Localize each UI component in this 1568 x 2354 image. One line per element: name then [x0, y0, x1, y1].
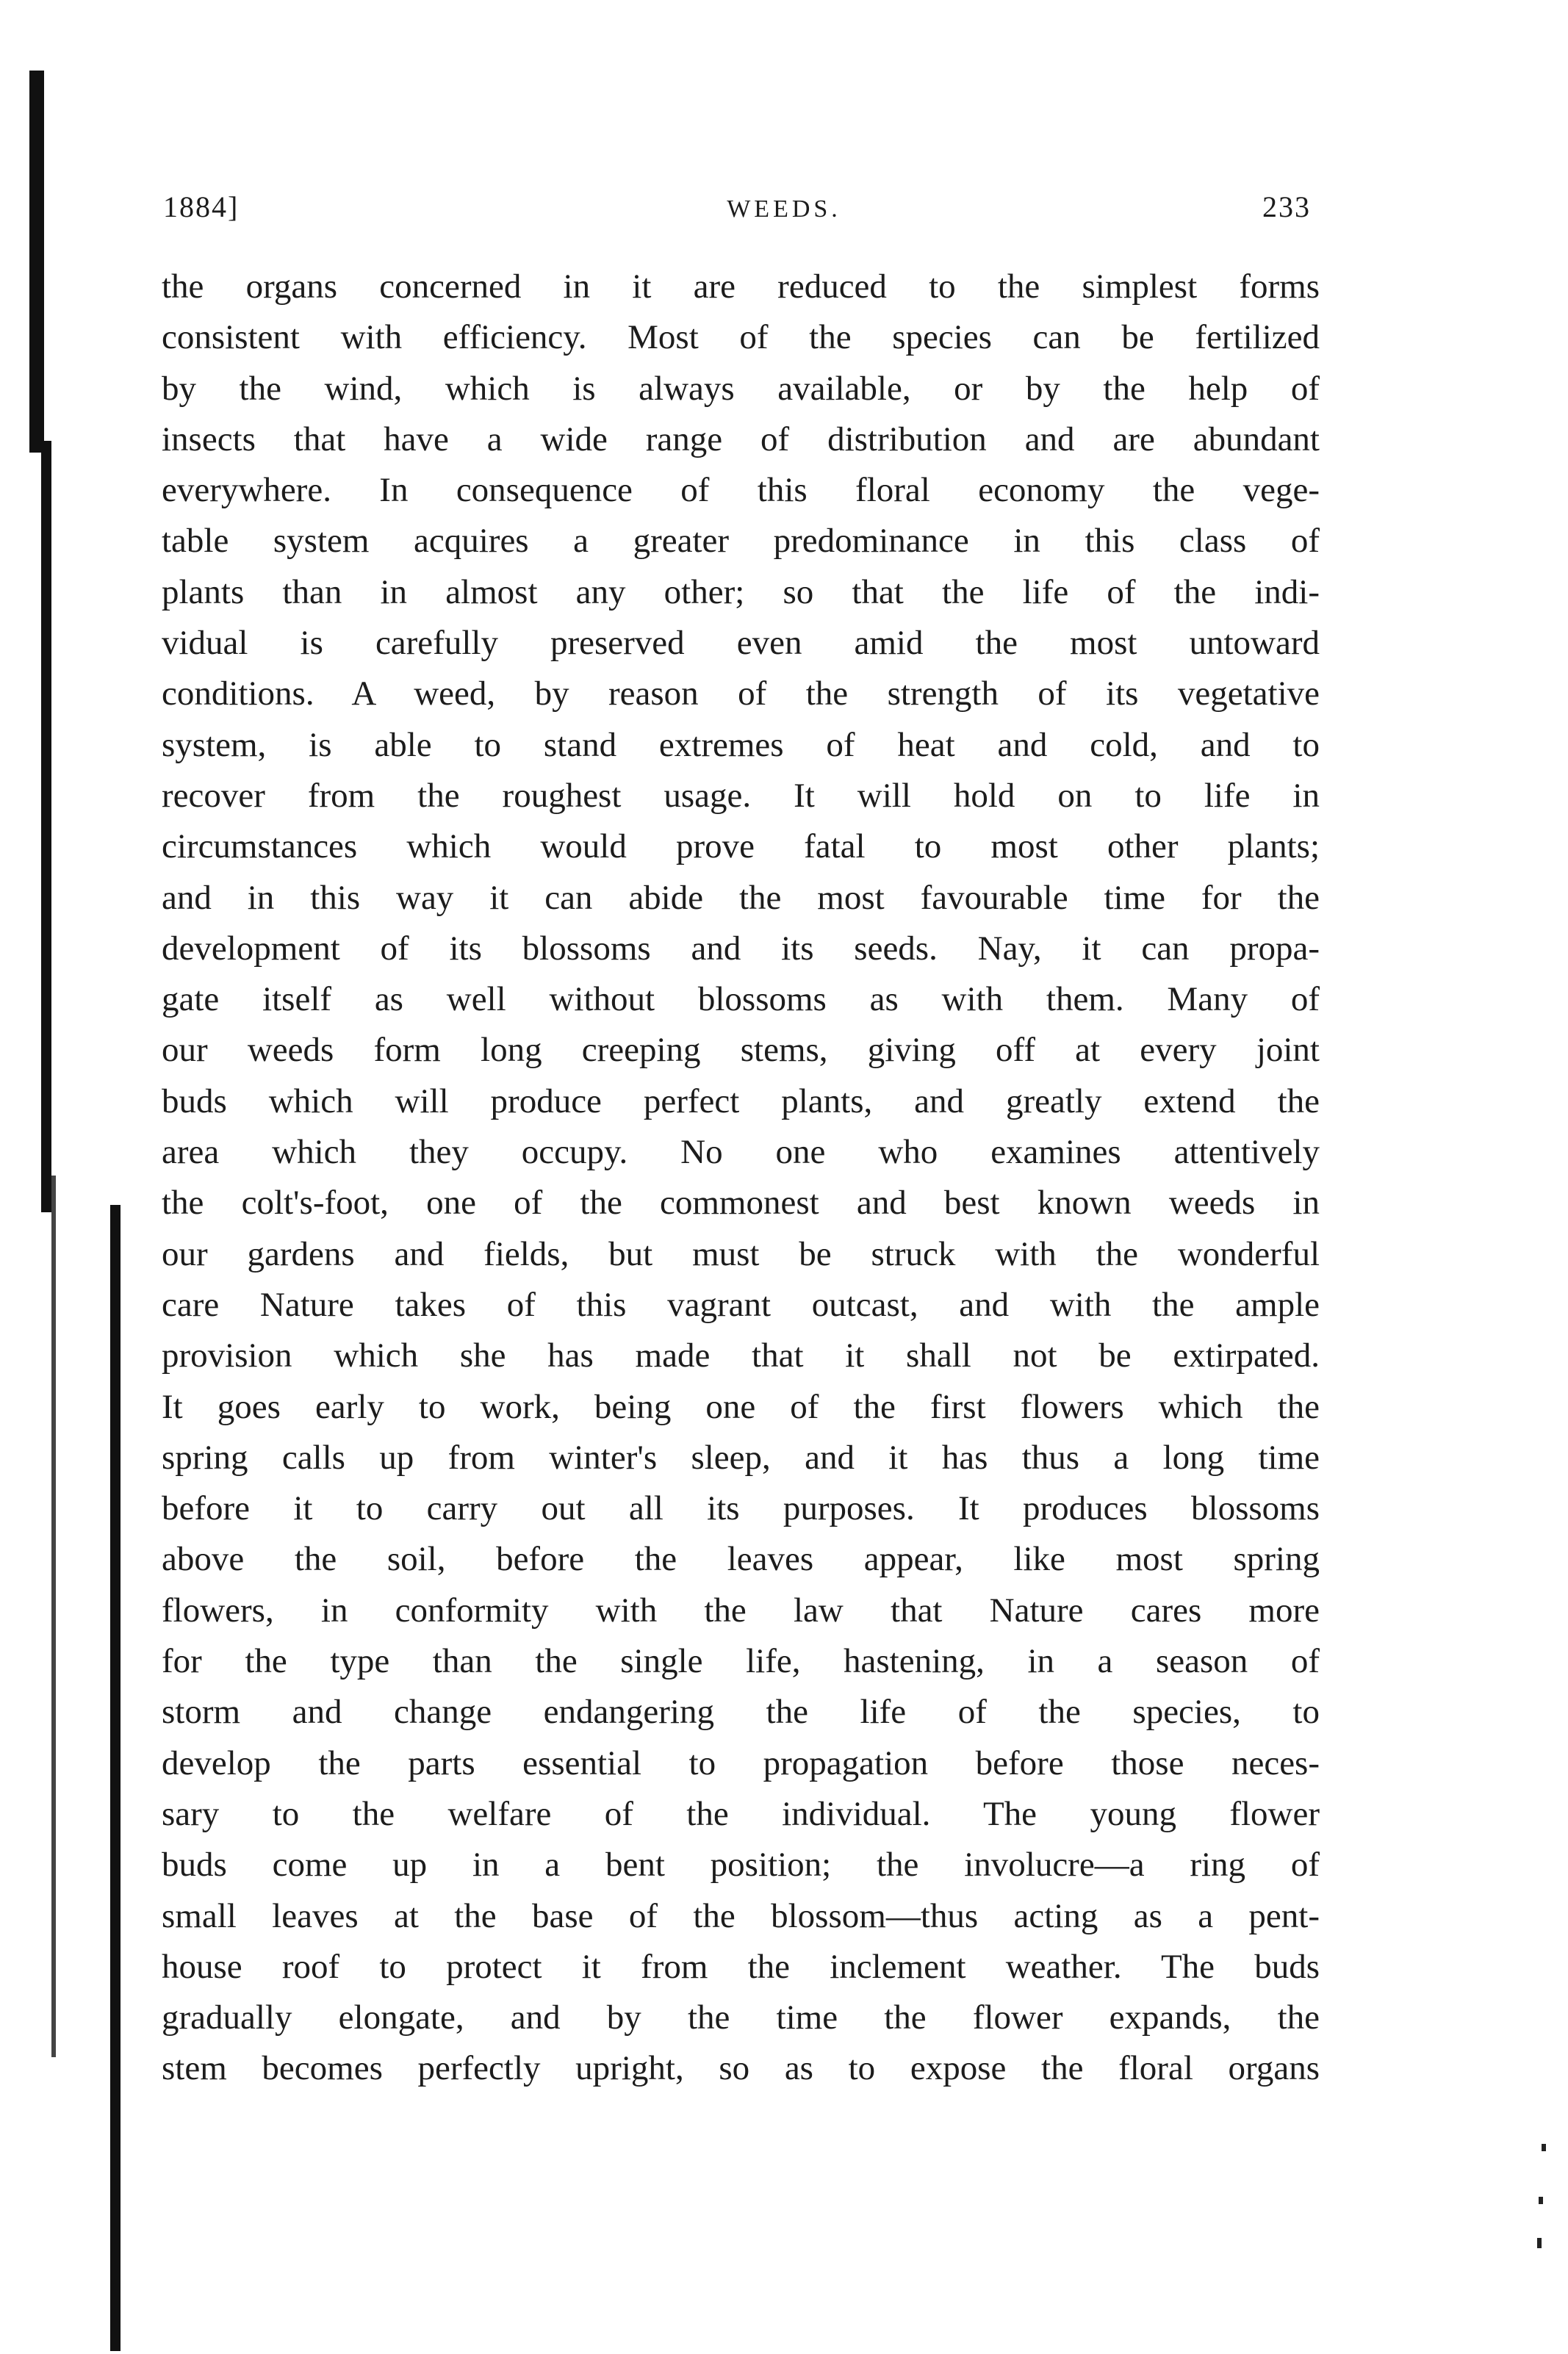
text-line: table system acquires a greater predominance in this class of — [162, 522, 1320, 561]
text-line: recover from the roughest usage. It will hold on to life in — [162, 776, 1320, 815]
body-text — [162, 262, 1320, 2095]
text-line: and in this way it can abide the most favourable time for the — [162, 878, 1320, 917]
text-line: sary to the welfare of the individual. The young flower — [162, 1794, 1320, 1833]
text-line: the colt's-foot, one of the commonest and best known weeds in — [162, 1184, 1320, 1223]
text-line: provision which she has made that it shall not be extirpated. — [162, 1336, 1320, 1375]
text-line: buds come up in a bent position; the involucre—a ring of — [162, 1846, 1320, 1885]
book-binding-edge — [0, 0, 154, 2354]
text-line: above the soil, before the leaves appear, like most spring — [162, 1540, 1320, 1579]
text-line: It goes early to work, being one of the first flowers which the — [162, 1387, 1320, 1426]
text-line: flowers, in conformity with the law that Nature cares more — [162, 1591, 1320, 1630]
text-line: gradually elongate, and by the time the flower expands, the — [162, 1998, 1320, 2037]
text-line: our gardens and fields, but must be struck with the wonderful — [162, 1234, 1320, 1273]
text-line: plants than in almost any other; so that the life of the indi- — [162, 572, 1320, 611]
binding-shadow — [41, 441, 51, 1212]
text-line: spring calls up from winter's sleep, and it has thus a long time — [162, 1438, 1320, 1477]
running-head-title: WEEDS. — [727, 195, 841, 223]
binding-shadow — [110, 1205, 121, 2351]
text-line: gate itself as well without blossoms as with them. Many of — [162, 980, 1320, 1019]
text-line: the organs concerned in it are reduced to the simplest forms — [162, 267, 1320, 306]
text-line: house roof to protect it from the inclement weather. The buds — [162, 1947, 1320, 1986]
scan-speck — [1542, 2144, 1546, 2151]
text-line: develop the parts essential to propagation before those neces- — [162, 1743, 1320, 1782]
binding-shadow — [51, 1176, 56, 2057]
text-line: buds which will produce perfect plants, and greatly extend the — [162, 1081, 1320, 1120]
scan-speck — [1537, 2238, 1542, 2248]
text-line: system, is able to stand extremes of heat and cold, and to — [162, 725, 1320, 764]
text-line: consistent with efficiency. Most of the species can be fertilized — [162, 318, 1320, 357]
text-line: everywhere. In consequence of this floral economy the vege- — [162, 471, 1320, 510]
binding-shadow — [29, 71, 44, 453]
text-line: storm and change endangering the life of the species, to — [162, 1693, 1320, 1732]
page-number: 233 — [1262, 190, 1311, 223]
text-line: care Nature takes of this vagrant outcast, and with the ample — [162, 1285, 1320, 1324]
text-line: vidual is carefully preserved even amid the most untoward — [162, 624, 1320, 663]
running-head-left: 1884] — [163, 190, 240, 223]
text-line: development of its blossoms and its seeds. Nay, it can propa- — [162, 929, 1320, 968]
text-line: our weeds form long creeping stems, giving off at every joint — [162, 1031, 1320, 1070]
text-line: small leaves at the base of the blossom—thus acting as a pent- — [162, 1896, 1320, 1935]
scan-speck — [1539, 2197, 1543, 2204]
text-line: conditions. A weed, by reason of the strength of its vegetative — [162, 674, 1320, 713]
text-line: stem becomes perfectly upright, so as to expose the floral organs — [162, 2049, 1320, 2088]
text-line: insects that have a wide range of distribution and are abundant — [162, 420, 1320, 458]
text-line: for the type than the single life, hastening, in a season of — [162, 1642, 1320, 1681]
text-line: before it to carry out all its purposes. It produces blossoms — [162, 1489, 1320, 1528]
text-line: circumstances which would prove fatal to most other plants; — [162, 827, 1320, 866]
text-line: area which they occupy. No one who examines attentively — [162, 1133, 1320, 1172]
text-line: by the wind, which is always available, or by the help of — [162, 369, 1320, 408]
